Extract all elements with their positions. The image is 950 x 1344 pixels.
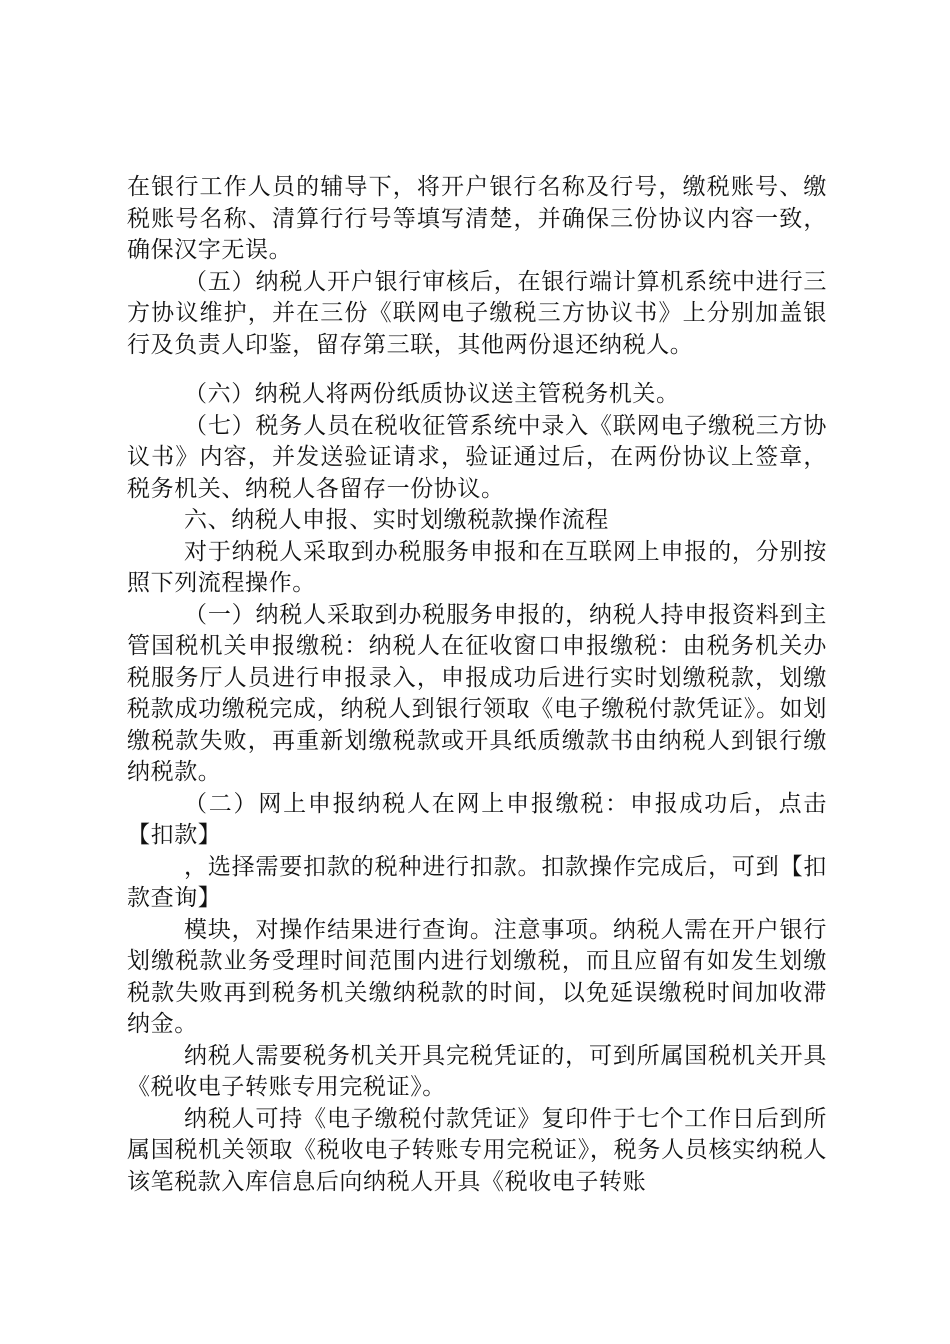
document-body: [127, 172, 827, 1198]
paragraph-item-7: （七）税务人员在税收征管系统中录入《联网电子缴税三方协议书》内容，并发送验证请求，验证通过后，在两份协议上签章，税务机关、纳税人各留存一份协议。: [127, 412, 827, 502]
paragraph-subitem-2: （二）网上申报纳税人在网上申报缴税：申报成功后，点击【扣款】: [127, 790, 827, 848]
paragraph-deduct: ，选择需要扣款的税种进行扣款。扣款操作完成后，可到【扣款查询】: [127, 853, 827, 911]
paragraph-item-6: （六）纳税人将两份纸质协议送主管税务机关。: [184, 381, 680, 407]
paragraph-continuation: 在银行工作人员的辅导下，将开户银行名称及行号，缴税账号、缴税账号名称、清算行行号等填写清楚，并确保三份协议内容一致，确保汉字无误。: [127, 174, 827, 263]
paragraph-gap: [127, 361, 827, 379]
paragraph-intro: 对于纳税人采取到办税服务申报和在互联网上申报的，分别按照下列流程操作。: [127, 538, 827, 596]
paragraph-subitem-1: （一）纳税人采取到办税服务申报的，纳税人持申报资料到主管国税机关申报缴税：纳税人在征收窗口申报缴税：由税务机关办税服务厅人员进行申报录入，申报成功后进行实时划缴税款，划缴税款成功缴税完成，纳税人到银行领取《电子缴税付款凭证》。如划缴税款失败，再重新划缴税款或开具纸质缴款书由纳税人到银行缴纳税款。: [127, 601, 827, 785]
paragraph-certificate: 纳税人需要税务机关开具完税凭证的，可到所属国税机关开具《税收电子转账专用完税证》。: [127, 1042, 827, 1100]
paragraph-notes: 模块，对操作结果进行查询。注意事项。纳税人需在开户银行划缴税款业务受理时间范围内进行划缴税，而且应留有如发生划缴税款失败再到税务机关缴纳税款的时间，以免延误缴税时间加收滞纳金。: [127, 916, 827, 1037]
paragraph-item-5: （五）纳税人开户银行审核后，在银行端计算机系统中进行三方协议维护，并在三份《联网电子缴税三方协议书》上分别加盖银行及负责人印鉴，留存第三联，其他两份退还纳税人。: [127, 268, 827, 358]
section-heading: 六、纳税人申报、实时划缴税款操作流程: [184, 507, 609, 533]
paragraph-certificate-collect: 纳税人可持《电子缴税付款凭证》复印件于七个工作日后到所属国税机关领取《税收电子转账专用完税证》，税务人员核实纳税人该笔税款入库信息后向纳税人开具《税收电子转账: [127, 1105, 827, 1195]
